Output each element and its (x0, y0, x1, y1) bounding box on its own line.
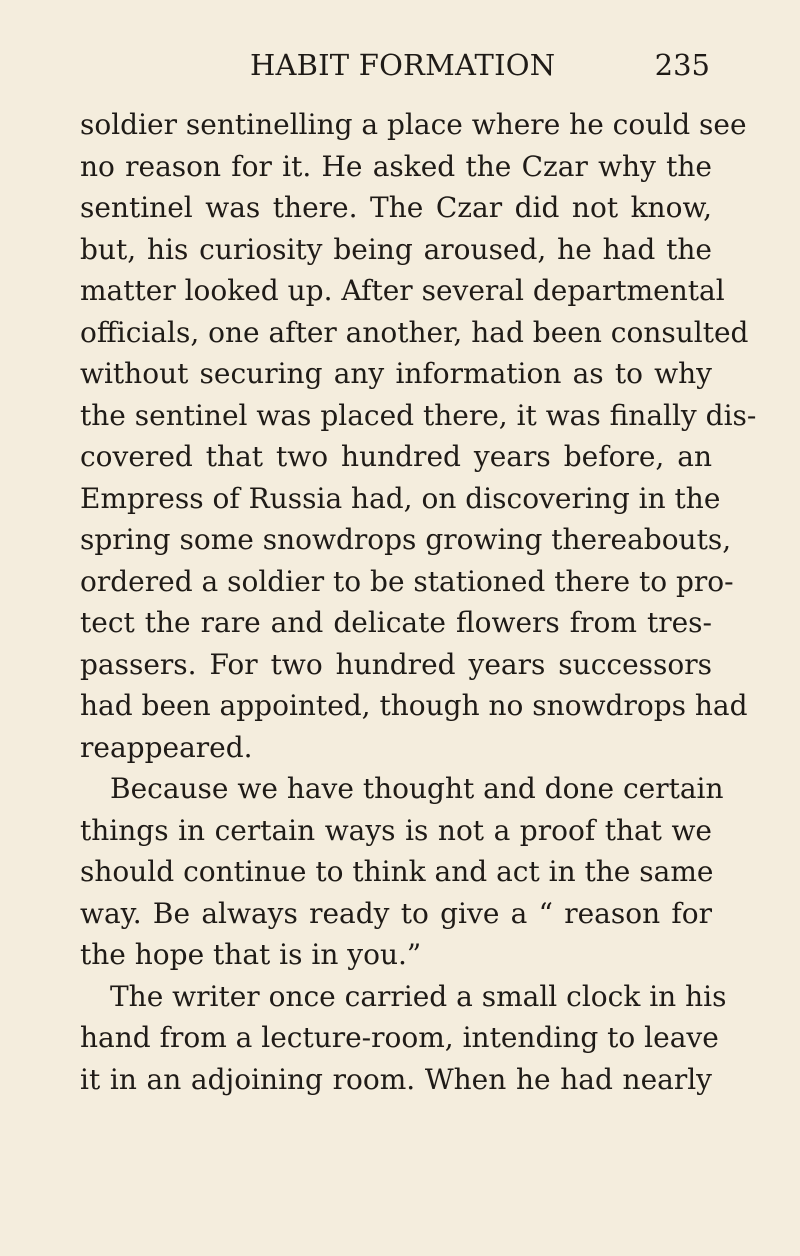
paragraph-2 (80, 768, 724, 976)
text-line: Empress of Russia had, on discovering in the (80, 481, 721, 515)
text-line: the sentinel was placed there, it was finally dis- (80, 398, 757, 432)
text-line: The writer once carried a small clock in his (110, 979, 727, 1013)
text-line: spring some snowdrops growing thereabouts, (80, 523, 732, 556)
text-line: it in an adjoining room. When he had nearly (80, 1062, 712, 1096)
text-line: soldier sentinelling a place where he could see (80, 108, 747, 141)
text-line: no reason for it. He asked the Czar why the (80, 149, 712, 183)
running-head: HABIT FORMATION (250, 48, 556, 82)
text-line: sentinel was there. The Czar did not know, (80, 191, 712, 224)
text-line: officials, one after another, had been consulted (80, 315, 749, 349)
text-line: passers. For two hundred years successors (80, 647, 712, 681)
text-line: way. Be always ready to give a “ reason for (80, 896, 712, 930)
text-line: but, his curiosity being aroused, he had the (80, 232, 712, 266)
text-line: tect the rare and delicate flowers from tres- (80, 606, 712, 639)
text-line: ordered a soldier to be stationed there to pro- (80, 564, 734, 598)
text-line: hand from a lecture-room, intending to leave (80, 1021, 719, 1054)
text-line: reappeared. (80, 730, 253, 764)
paragraph-1 (80, 104, 757, 768)
text-line: covered that two hundred years before, an (80, 440, 712, 473)
text-line: had been appointed, though no snowdrops had (80, 689, 748, 722)
text-line: should continue to think and act in the same (80, 855, 714, 888)
page-number: 235 (654, 48, 710, 82)
page-header (250, 45, 710, 85)
text-line: the hope that is in you.” (80, 938, 422, 971)
paragraph-3 (80, 976, 727, 1101)
text-line: things in certain ways is not a proof that we (80, 813, 712, 847)
text-line: Because we have thought and done certain (110, 772, 724, 805)
text-line: without securing any information as to why (80, 357, 712, 390)
text-line: matter looked up. After several departmental (80, 274, 725, 307)
body-text (80, 104, 757, 1100)
